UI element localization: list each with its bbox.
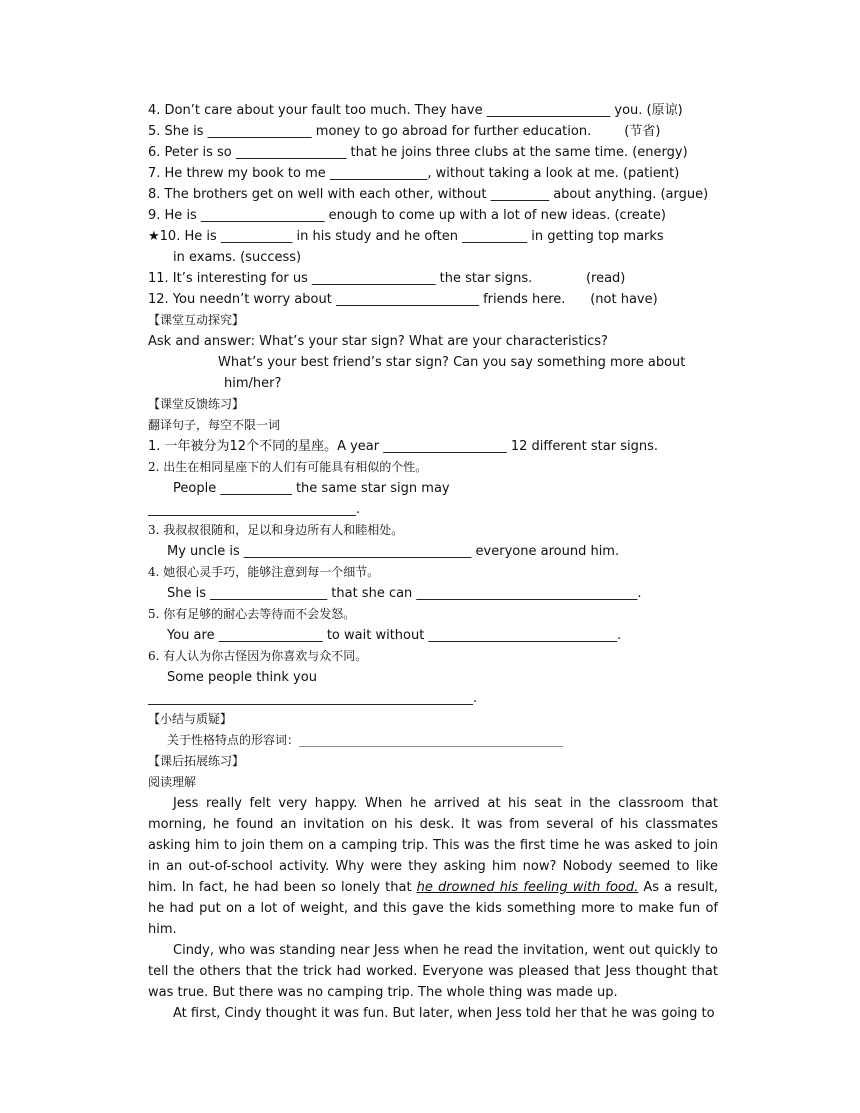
translation-2-chinese: 2. 出生在相同星座下的人们有可能具有相似的个性。 (148, 460, 428, 474)
section-heading-summary: 【小结与质疑】 (148, 712, 233, 726)
exercise-10: ★10. He is ___________ in his study and he often __________ in getting top marks (148, 229, 664, 244)
ask-answer-line-1: Ask and answer: What’s your star sign? What are your characteristics? (148, 334, 608, 349)
translation-2-english: People ___________ the same star sign may (173, 481, 450, 496)
translation-3-chinese: 3. 我叔叔很随和，足以和身边所有人和睦相处。 (148, 523, 404, 537)
exercise-10-continued: in exams. (success) (173, 250, 302, 265)
exercise-11: 11. It’s interesting for us ___________________ the star signs. (read) (148, 271, 626, 286)
translation-2-blank: ________________________________. (148, 502, 361, 517)
section-heading-feedback: 【课堂反馈练习】 (148, 397, 245, 411)
reading-paragraph-3: At first, Cindy thought it was fun. But later, when Jess told her that he was going to (173, 1006, 715, 1021)
paragraph-1-text-end: As a result, he had put on a lot of weight, and this gave the kids something more to make fun of him. (148, 880, 719, 937)
exercise-4: 4. Don’t care about your fault too much. They have ___________________ you. (原谅) (148, 103, 683, 118)
translation-6-chinese: 6. 有人认为你古怪因为你喜欢与众不同。 (148, 649, 368, 663)
translate-instruction: 翻译句子，每空不限一词 (148, 418, 281, 432)
section-heading-interactive: 【课堂互动探究】 (148, 313, 245, 327)
exercise-12: 12. You needn’t worry about ______________________ friends here. (not have) (148, 292, 658, 307)
exercise-5: 5. She is ________________ money to go abroad for further education. (节省) (148, 124, 661, 139)
reading-title: 阅读理解 (148, 775, 197, 789)
summary-adjectives-line: 关于性格特点的形容词：____________________________________________ (167, 733, 564, 747)
exercise-6: 6. Peter is so _________________ that he joins three clubs at the same time. (energy) (148, 145, 688, 160)
reading-paragraph-1 (148, 793, 718, 940)
translation-6-blank: __________________________________________________. (148, 691, 478, 706)
reading-paragraph-2: Cindy, who was standing near Jess when he read the invitation, went out quickly to tell the others that the trick had worked. Everyone was pleased that Jess thought that was true. But there was no camping trip. The whole thing was made up. (148, 943, 718, 1000)
underlined-phrase: he drowned his feeling with food. (416, 880, 639, 895)
vocabulary-exercises (148, 100, 718, 310)
translation-3-english: My uncle is ___________________________________ everyone around him. (167, 544, 620, 559)
translation-4-english: She is __________________ that she can __________________________________. (167, 586, 642, 601)
translation-6-english: Some people think you (167, 670, 317, 685)
ask-answer-line-2: What’s your best friend’s star sign? Can you say something more about (218, 355, 686, 370)
exercise-9: 9. He is ___________________ enough to come up with a lot of new ideas. (create) (148, 208, 666, 223)
translation-5-chinese: 5. 你有足够的耐心去等待而不会发怒。 (148, 607, 356, 621)
paragraph-1-text-start: Jess really felt very happy. When he arrived at his seat in the classroom that morning, he found an invitation on his desk. It was from several of his classmates asking him to join them on a camping trip. This was the first time he was asked to join in an out-of-school activity. Why were they asking him now? Nobody seemed to like him. In fact, he had been so lonely that (148, 796, 718, 895)
exercise-7: 7. He threw my book to me _______________, without taking a look at me. (patient) (148, 166, 680, 181)
section-heading-extension: 【课后拓展练习】 (148, 754, 245, 768)
translation-4-chinese: 4. 她很心灵手巧，能够注意到每一个细节。 (148, 565, 380, 579)
ask-answer-line-3: him/her? (224, 376, 282, 391)
translation-5-english: You are ________________ to wait without _____________________________. (167, 628, 622, 643)
translation-1: 1. 一年被分为12个不同的星座。A year ___________________ 12 different star signs. (148, 439, 658, 454)
exercise-8: 8. The brothers get on well with each other, without _________ about anything. (argue) (148, 187, 709, 202)
worksheet-page (148, 100, 718, 1024)
